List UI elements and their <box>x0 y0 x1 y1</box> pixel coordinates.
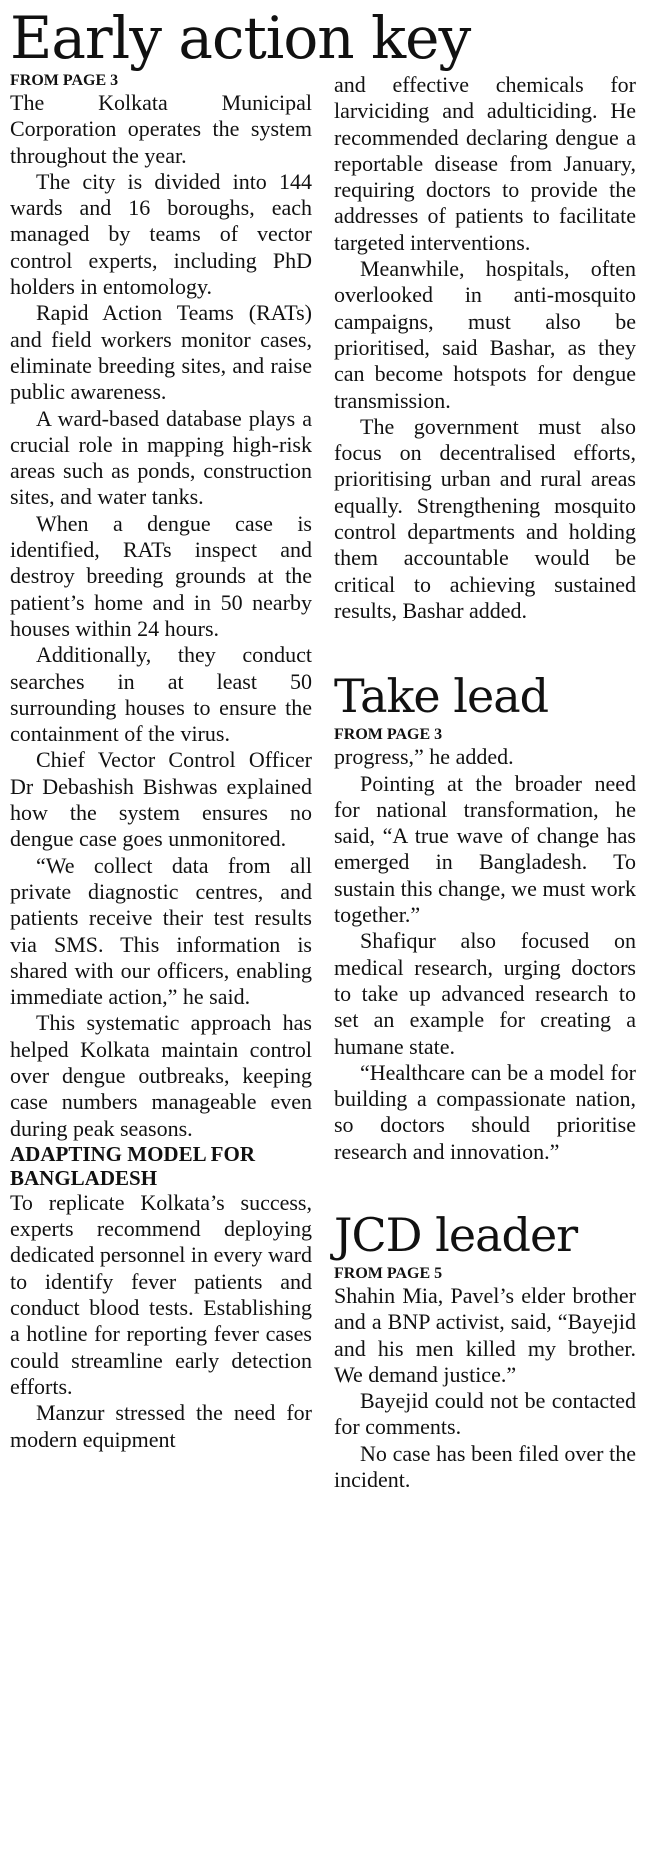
main-kicker: FROM PAGE 3 <box>10 72 119 89</box>
paragraph: Pointing at the broader need for national transformation, he said, “A true wave of change has emerged in Bangladesh. To sustain this change, we must work together.” <box>334 770 636 928</box>
paragraph: and effective chemicals for larviciding and adulticiding. He recommended declaring dengue a reportable disease from January, requiring doctors to provide the addresses of patients to facilitate targeted interventions. <box>334 72 636 255</box>
paragraph: To replicate Kolkata’s success, experts recommend deploying dedicated personnel in every ward to identify fever patients and conduct blood tests. Establishing a hotline for reporting fever cases could streamline early detection efforts. <box>10 1189 312 1399</box>
paragraph: When a dengue case is identified, RATs inspect and destroy breeding grounds at the patient’s home and in 50 nearby houses within 24 hours. <box>10 510 312 641</box>
paragraph: Shafiqur also focused on medical research, urging doctors to take up advanced research to set an example for creating a humane state. <box>334 928 636 1059</box>
paragraph: No case has been filed over the incident. <box>334 1440 636 1493</box>
section-subhead: ADAPTING MODEL FOR BANGLADESH <box>10 1141 256 1190</box>
paragraph: “Healthcare can be a model for building a compassionate nation, so doctors should prioritise research and innovation.” <box>334 1059 636 1164</box>
main-headline: Early action key <box>10 4 471 72</box>
paragraph: Meanwhile, hospitals, often overlooked in anti-mosquito campaigns, must also be prioritised, said Bashar, as they can become hotspots for dengue transmission. <box>334 256 636 413</box>
paragraph: Bayejid could not be contacted for comments. <box>334 1388 636 1440</box>
paragraph: Chief Vector Control Officer Dr Debashish Bishwas explained how the system ensures no dengue case goes unmonitored. <box>10 747 312 852</box>
paragraph: The government must also focus on decentralised efforts, prioritising urban and rural areas equally. Strengthening mosquito control departments and holding them accountable would be critical to achieving sustained results, Bashar added. <box>334 413 636 623</box>
jcd-leader-headline: JCD leader <box>334 1207 578 1262</box>
take-lead-headline: Take lead <box>334 669 549 724</box>
paragraph: This systematic approach has helped Kolkata maintain control over dengue outbreaks, keeping case numbers manageable even during peak seasons. <box>10 1010 312 1141</box>
paragraph: progress,” he added. <box>334 744 514 770</box>
article-columns <box>10 72 641 1493</box>
column-left <box>10 72 312 1493</box>
paragraph: The city is divided into 144 wards and 16 boroughs, each managed by teams of vector control experts, including PhD holders in entomology. <box>10 168 312 300</box>
jcd-leader-kicker: FROM PAGE 5 <box>334 1264 443 1282</box>
take-lead-kicker: FROM PAGE 3 <box>334 726 443 744</box>
column-right <box>334 72 636 1493</box>
paragraph: The Kolkata Municipal Corporation operates the system throughout the year. <box>10 90 312 168</box>
paragraph: Rapid Action Teams (RATs) and field workers monitor cases, eliminate breeding sites, and raise public awareness. <box>10 300 312 405</box>
paragraph: Manzur stressed the need for modern equipment <box>10 1400 312 1452</box>
paragraph: “We collect data from all private diagnostic centres, and patients receive their test results via SMS. This information is shared with our officers, enabling immediate action,” he said. <box>10 852 312 1010</box>
paragraph: Additionally, they conduct searches in at least 50 surrounding houses to ensure the containment of the virus. <box>10 642 312 747</box>
paragraph: Shahin Mia, Pavel’s elder brother and a BNP activist, said, “Bayejid and his men killed my brother. We demand justice.” <box>334 1282 636 1387</box>
paragraph: A ward-based database plays a crucial role in mapping high-risk areas such as ponds, construction sites, and water tanks. <box>10 405 312 510</box>
